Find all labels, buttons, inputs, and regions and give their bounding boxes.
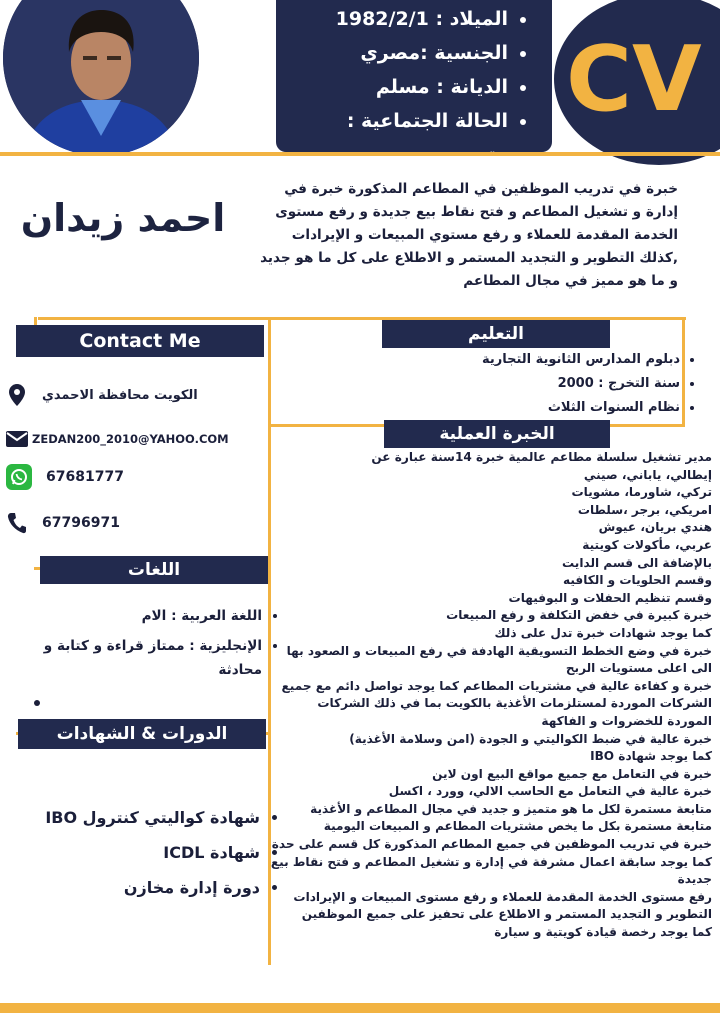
cv-logo: CV xyxy=(554,0,720,165)
whatsapp-icon xyxy=(6,464,32,490)
list-item: • خبرة و كفاءة عالية في مشتريات المطاعم كما يوجد تواصل دائم مع جميع الشركات الموردة لمستلزمات الأغذية بالكويت بما في ذلك الشركات الموردة للخضروات و الفاكهة xyxy=(270,678,712,731)
experience-title: الخبرة العملية xyxy=(384,420,610,448)
list-item: • كما يوجد شهادات خبرة تدل على ذلك xyxy=(270,625,712,643)
list-item: • دبلوم المدارس الثانوية التجارية xyxy=(280,348,680,372)
location-pin-icon xyxy=(6,384,28,406)
email-icon xyxy=(6,428,28,450)
empty-bullet xyxy=(34,700,40,706)
list-item: • امريكي، برجر ،سلطات xyxy=(270,502,712,520)
experience-list xyxy=(270,449,720,942)
list-item: • رفع مستوى الخدمة المقدمة للعملاء و رفع مستوى المبيعات و الإيرادات xyxy=(270,889,712,907)
list-item: • دورة إدارة مخازن xyxy=(20,870,260,905)
certificates-list xyxy=(20,800,286,905)
list-item: • الإنجليزية : ممتاز قراءة و كتابة و محادثة xyxy=(20,634,262,682)
whatsapp-row[interactable] xyxy=(6,464,266,490)
list-item: • التطوير و التجديد المستمر و الاطلاع على تحفيز على جميع الموظفين xyxy=(270,906,712,924)
list-item: • متابعة مستمرة لكل ما هو متميز و جديد في مجال المطاعم و الأغذية xyxy=(270,801,712,819)
list-item: • عربي، مأكولات كويتية xyxy=(270,537,712,555)
profile-summary: خبرة في تدريب الموظفين في المطاعم المذكورة خبرة في إدارة و تشغيل المطاعم و فتح نقاط بيع جديدة و رفع مستوى الخدمة المقدمة للعملاء و رفع مستوي المبيعات و الإيرادات ,كذلك التطوير و التجديد المستمر و الاطلاع على كل ما هو جديد و ما هو مميز في مجال المطاعم xyxy=(260,181,678,289)
list-item: • خبرة كبيرة في خفض التكلفة و رفع المبيعات xyxy=(270,607,712,625)
person-photo-icon xyxy=(3,0,199,156)
list-item: • بالإضافة الى قسم الدايت xyxy=(270,555,712,573)
list-item: • كما يوجد شهادة IBO xyxy=(270,748,712,766)
list-item: • متابعة مستمرة بكل ما يخص مشتريات المطاعم و المبيعات اليومية xyxy=(270,818,712,836)
education-title: التعليم xyxy=(382,320,610,348)
list-item: • وقسم الحلويات و الكافيه xyxy=(270,572,712,590)
list-item: • سنة التخرج : 2000 xyxy=(280,372,680,396)
phone-icon xyxy=(6,512,28,534)
list-item: • إيطالي، ياباني، صيني xyxy=(270,467,712,485)
list-item: • تركي، شاورما، مشويات xyxy=(270,484,712,502)
list-item: • شهادة كواليتي كنترول IBO xyxy=(20,800,260,835)
whatsapp-number[interactable]: 67681777 xyxy=(46,469,124,485)
phone-row[interactable] xyxy=(6,512,266,534)
list-item: • خبرة في التعامل مع جميع مواقع البيع اون لاين xyxy=(270,766,712,784)
address-text: الكويت محافظة الاحمدي xyxy=(42,387,198,403)
list-item: • خبرة في تدريب الموظفين في جميع المطاعم المذكورة كل قسم على حدة xyxy=(270,836,712,854)
contact-title: Contact Me xyxy=(16,325,264,357)
email-row[interactable] xyxy=(6,428,266,450)
list-item: • نظام السنوات الثلاث xyxy=(280,396,680,420)
marital-status: • الحالة الجتماعية : xyxy=(286,104,508,172)
personal-info-box xyxy=(276,0,552,152)
list-item: • خبرة عالية في التعامل مع الحاسب الالي، وورد ، اكسل xyxy=(270,783,712,801)
birth-date: • الميلاد : 1982/2/1 xyxy=(286,2,508,36)
list-item: • مدير تشغيل سلسلة مطاعم عالمية خبرة 14سنة عبارة عن xyxy=(270,449,712,467)
list-item: • خبرة عالية في ضبط الكواليتي و الجودة (امن وسلامة الأغذية) xyxy=(270,731,712,749)
certificates-title: الدورات & الشهادات xyxy=(18,719,266,749)
languages-title: اللغات xyxy=(40,556,268,584)
footer-bar xyxy=(0,1003,720,1013)
address-row xyxy=(6,384,266,406)
list-item: • شهادة ICDL xyxy=(20,835,260,870)
list-item: • كما يوجد سابقة اعمال مشرفة في إدارة و تشغيل المطاعم و فتح نقاط بيع جديدة xyxy=(270,854,712,889)
nationality: • الجنسية :مصري xyxy=(286,36,508,70)
education-list xyxy=(280,348,720,420)
list-item: • وقسم تنظيم الحفلات و البوفيهات xyxy=(270,590,712,608)
email-text[interactable]: ZEDAN200_2010@YAHOO.COM xyxy=(32,432,229,446)
list-item: • خبرة في وضع الخطط التسويقية الهادفة في رفع المبيعات و الصعود بها الى اعلى مستويات الربح xyxy=(270,643,712,678)
profile-photo xyxy=(3,0,199,156)
list-item: • اللغة العربية : الام xyxy=(20,604,262,628)
languages-list xyxy=(20,604,284,688)
header-divider xyxy=(0,152,720,156)
list-item: • هندي بريان، عيوش xyxy=(270,519,712,537)
phone-number[interactable]: 67796971 xyxy=(42,515,120,531)
list-item: • كما يوجد رخصة قيادة كويتية و سيارة xyxy=(270,924,712,942)
religion: • الديانة : مسلم xyxy=(286,70,508,104)
person-name: احمد زيدان xyxy=(20,196,226,240)
